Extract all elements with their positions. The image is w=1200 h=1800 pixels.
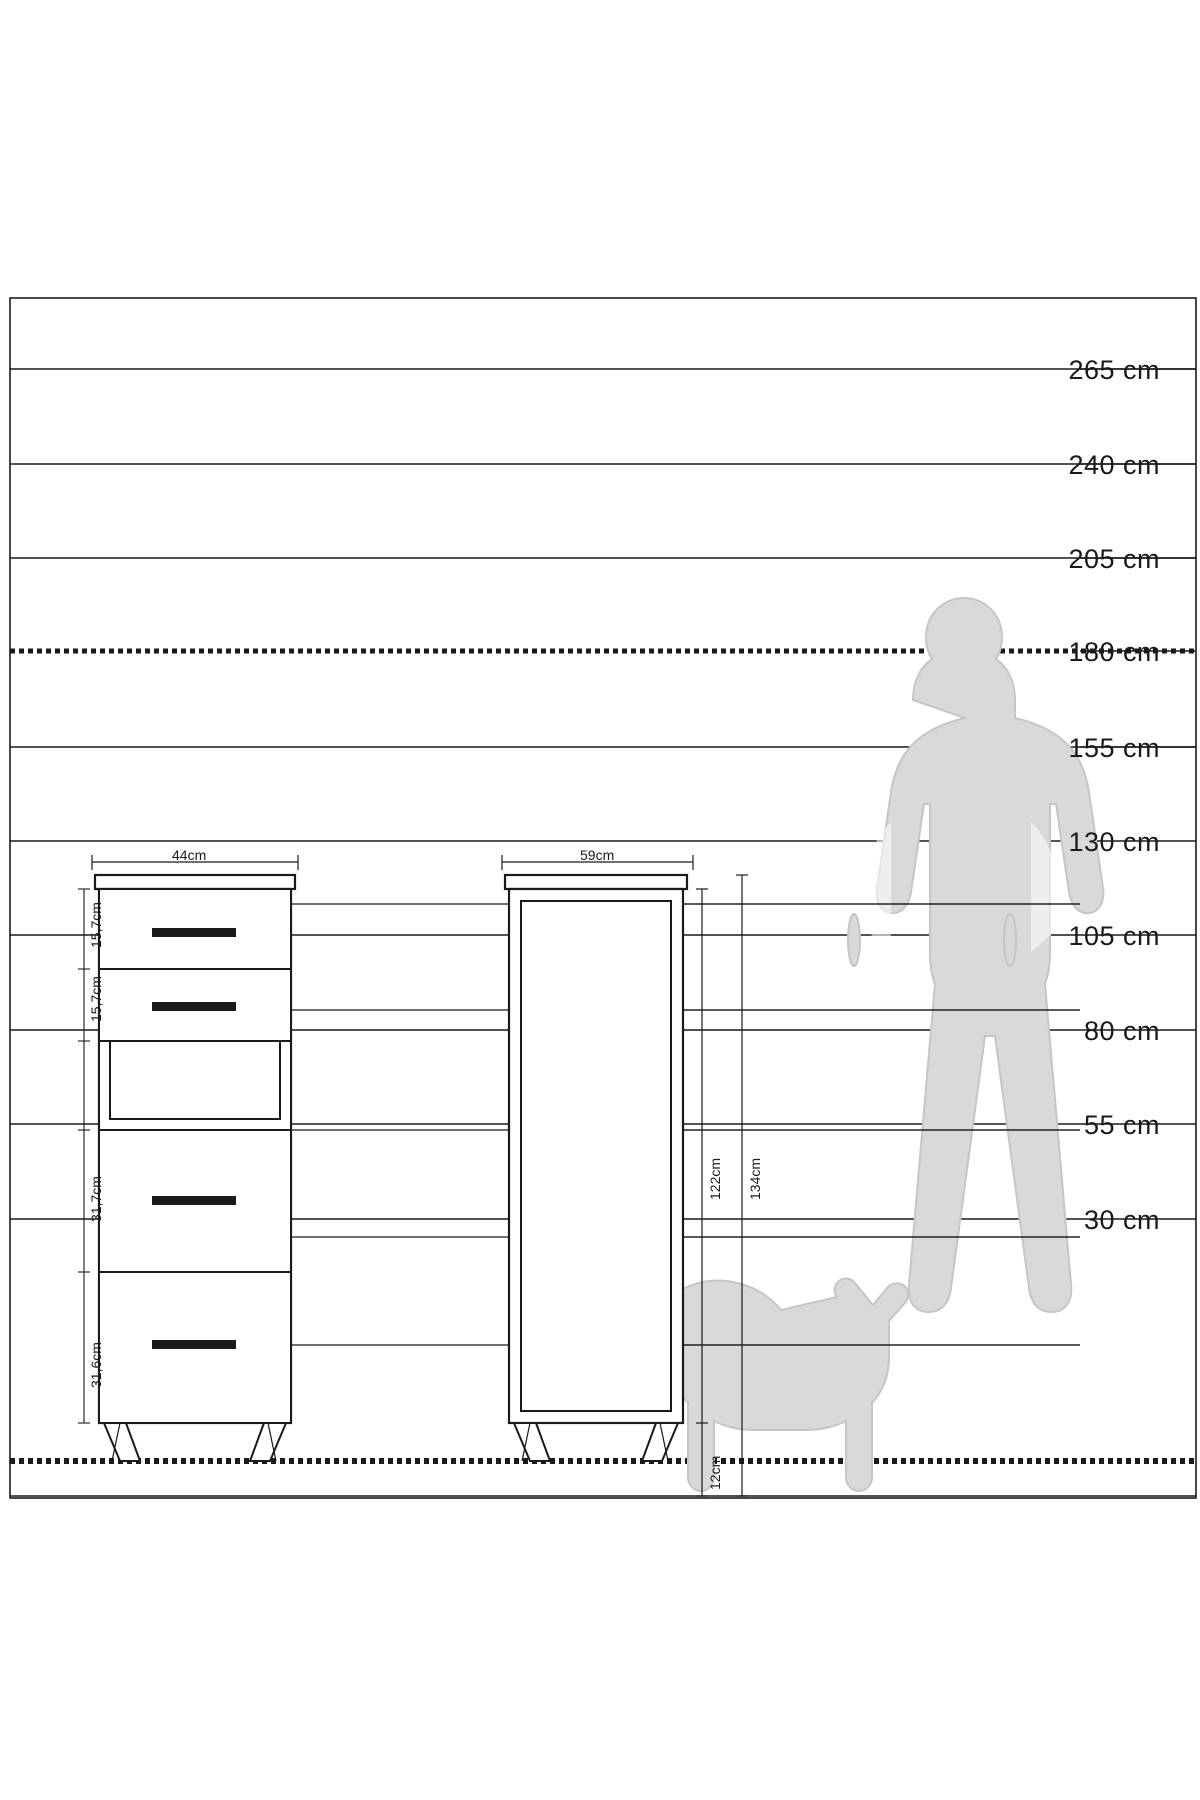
scale-label-55: 55 cm bbox=[1083, 1110, 1160, 1140]
scale-label-80: 80 cm bbox=[1083, 1016, 1160, 1046]
tall-cabinet-width-label: 59cm bbox=[580, 847, 615, 863]
drawer-unit-segment-1-label: 15,7cm bbox=[88, 902, 104, 948]
tall-cabinet-leg-height-label: 12cm bbox=[707, 1455, 723, 1490]
scale-label-265: 265 cm bbox=[1068, 355, 1160, 385]
scale-label-205: 205 cm bbox=[1068, 544, 1160, 574]
scale-label-240: 240 cm bbox=[1068, 450, 1160, 480]
scale-label-105: 105 cm bbox=[1068, 921, 1160, 951]
drawer-unit-segment-2-label: 15,7cm bbox=[88, 976, 104, 1022]
scale-label-30: 30 cm bbox=[1083, 1205, 1160, 1235]
tall-cabinet bbox=[502, 855, 693, 1461]
drawer-unit-width-label: 44cm bbox=[172, 847, 207, 863]
drawer-unit-segment-3-label: 31,7cm bbox=[88, 1176, 104, 1222]
tall-cabinet-height-134-label: 134cm bbox=[747, 1157, 763, 1200]
drawer-unit bbox=[78, 855, 298, 1461]
tall-cabinet-height-122-label: 122cm bbox=[707, 1157, 723, 1200]
scale-label-155: 155 cm bbox=[1068, 733, 1160, 763]
scale-label-180: 180 cm bbox=[1068, 637, 1160, 667]
drawer-unit-segment-4-label: 31,6cm bbox=[88, 1342, 104, 1388]
scale-label-130: 130 cm bbox=[1068, 827, 1160, 857]
